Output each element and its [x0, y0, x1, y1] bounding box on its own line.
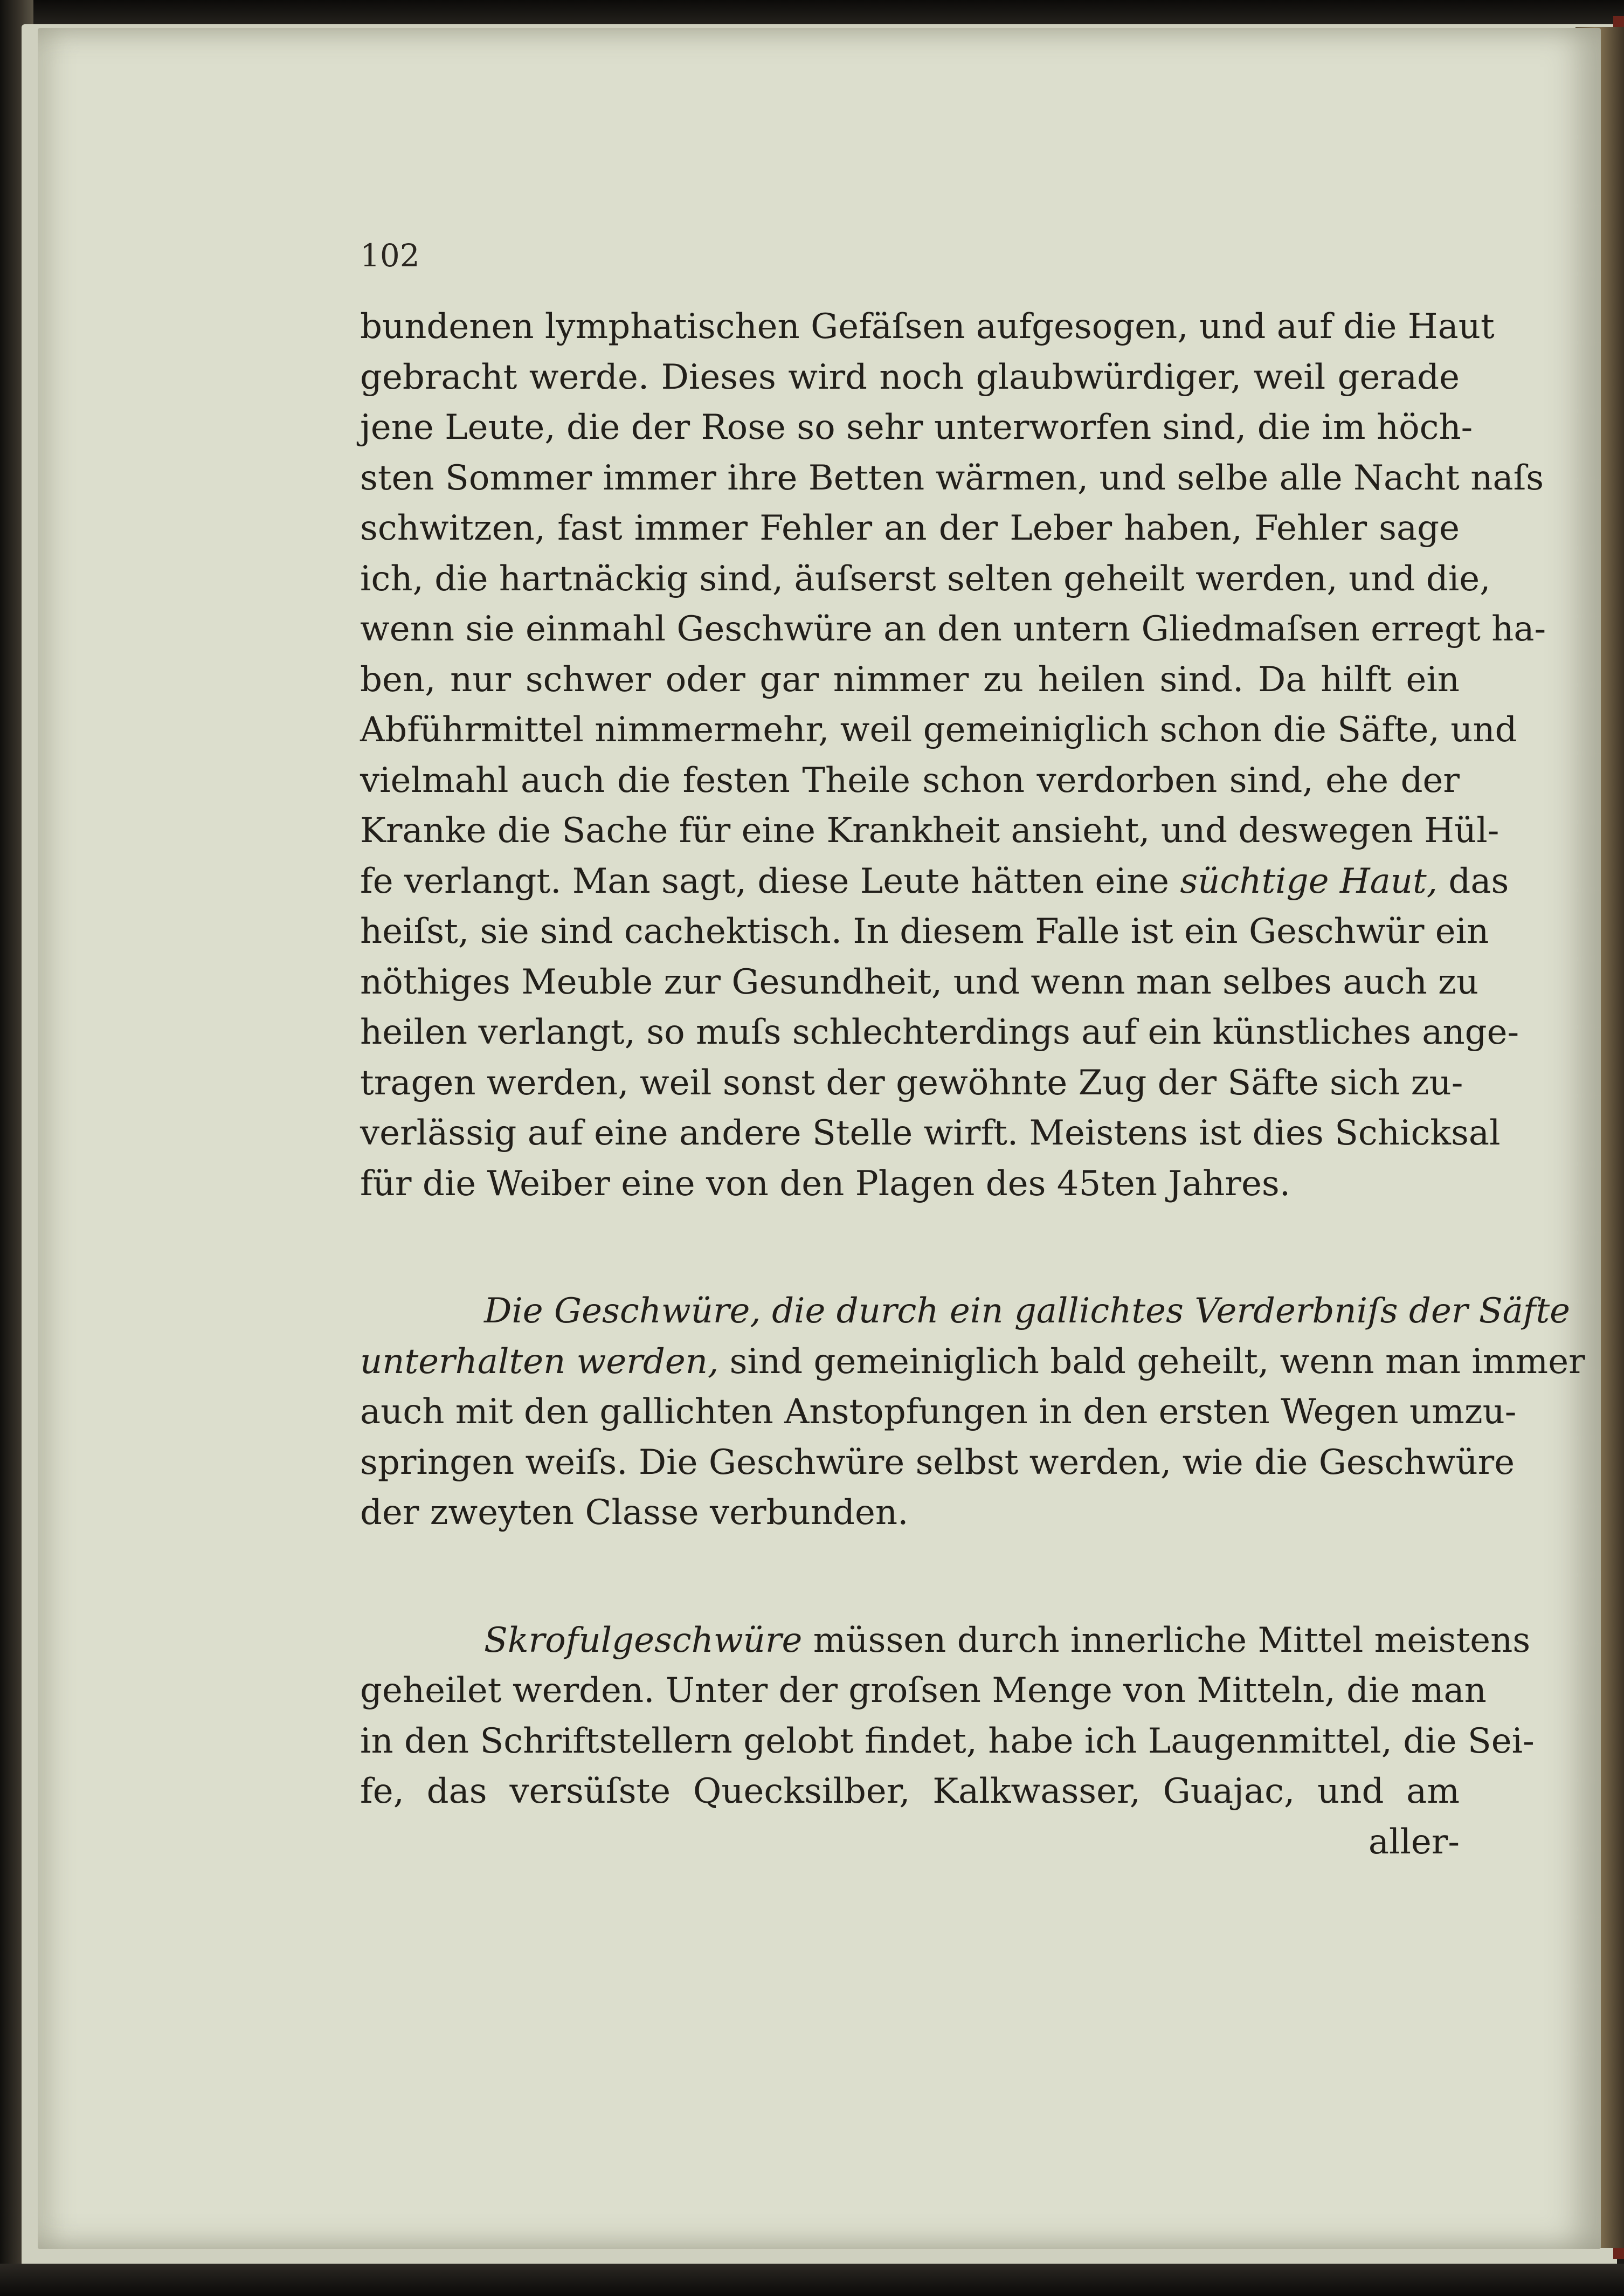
text-line: nöthiges Meuble zur Gesundheit, und wenn man selbes auch zu	[360, 962, 1479, 1002]
text-line	[360, 1286, 1571, 1337]
paragraph-1	[360, 302, 1546, 1209]
text-line: schwitzen, fast immer Fehler an der Leber haben, Fehler sage	[360, 508, 1460, 548]
text-line	[360, 1337, 1585, 1388]
text-segment: ten Jahres.	[1101, 1163, 1291, 1204]
text-line: gebracht werde. Dieses wird noch glaubwürdiger, weil gerade	[360, 357, 1460, 397]
text-line: vielmahl auch die festen Theile schon verdorben sind, ehe der	[360, 760, 1460, 801]
year-number: 45	[1056, 1163, 1101, 1204]
text-segment: für die Weiber eine von den Plagen des	[360, 1163, 1057, 1204]
text-line: heiſst, sie sind cachektisch. In diesem Falle ist ein Geschwür ein	[360, 912, 1489, 952]
emphasis-text: unterhalten werden,	[360, 1341, 719, 1382]
text-line: Kranke die Sache für eine Krankheit ansieht, und deswegen Hül-	[360, 811, 1499, 851]
text-line: fe, das versüſste Quecksilber, Kalkwasser, Guajac, und am	[360, 1771, 1460, 1811]
text-line	[360, 1159, 1460, 1210]
text-line: sten Sommer immer ihre Betten wärmen, und selbe alle Nacht naſs	[360, 458, 1544, 498]
text-line	[360, 857, 1509, 907]
text-line: bundenen lymphatischen Gefäſsen aufgesogen, und auf die Haut	[360, 307, 1495, 347]
catchword: aller-	[1368, 1822, 1460, 1862]
text-line: Abführmittel nimmermehr, weil gemeiniglich schon die Säfte, und	[360, 710, 1517, 750]
scan-bottom-edge	[0, 2264, 1624, 2296]
text-line: tragen werden, weil sonst der gewöhnte Zug der Säfte sich zu-	[360, 1063, 1463, 1103]
text-segment: das	[1438, 861, 1509, 901]
text-line: in den Schriftstellern gelobt findet, habe ich Laugenmittel, die Sei-	[360, 1721, 1535, 1761]
text-line	[360, 1616, 1531, 1666]
text-line: wenn sie einmahl Geschwüre an den untern Gliedmaſsen erregt ha-	[360, 609, 1546, 649]
text-line: der zweyten Classe verbunden.	[360, 1493, 909, 1533]
page-number: 102	[360, 237, 420, 274]
text-segment: fe verlangt. Man sagt, diese Leute hätten eine	[360, 861, 1180, 901]
page-body	[360, 302, 1585, 1867]
text-segment: sind gemeiniglich bald geheilt, wenn man immer	[718, 1341, 1585, 1382]
text-line: jene Leute, die der Rose so sehr unterworfen sind, die im höch-	[360, 408, 1473, 447]
text-line: springen weiſs. Die Geschwüre selbst werden, wie die Geschwüre	[360, 1442, 1515, 1483]
emphasis-text: süchtige Haut,	[1180, 861, 1438, 901]
emphasis-text: Skrofulgeschwüre	[484, 1620, 803, 1660]
text-line: heilen verlangt, so muſs schlechterdings auf ein künstliches ange-	[360, 1012, 1519, 1052]
paragraph-gap	[360, 1539, 1460, 1616]
text-line: verlässig auf eine andere Stelle wirft. Meistens ist dies Schicksal	[360, 1113, 1501, 1153]
emphasis-text: Die Geschwüre, die durch ein gallichtes Verderbniſs der Säfte	[484, 1291, 1571, 1331]
paragraph-gap	[360, 1209, 1460, 1286]
text-line: ich, die hartnäckig sind, äuſserst selten geheilt werden, und die,	[360, 559, 1491, 599]
text-line: geheilet werden. Unter der groſsen Menge von Mitteln, die man	[360, 1671, 1487, 1711]
text-line: auch mit den gallichten Anstopfungen in den ersten Wegen umzu-	[360, 1392, 1517, 1432]
text-line: ben, nur schwer oder gar nimmer zu heilen sind. Da hilft ein	[360, 659, 1460, 700]
text-segment: müssen durch innerliche Mittel meistens	[802, 1620, 1531, 1660]
paragraph-3	[360, 1616, 1535, 1868]
paragraph-2	[360, 1286, 1585, 1539]
